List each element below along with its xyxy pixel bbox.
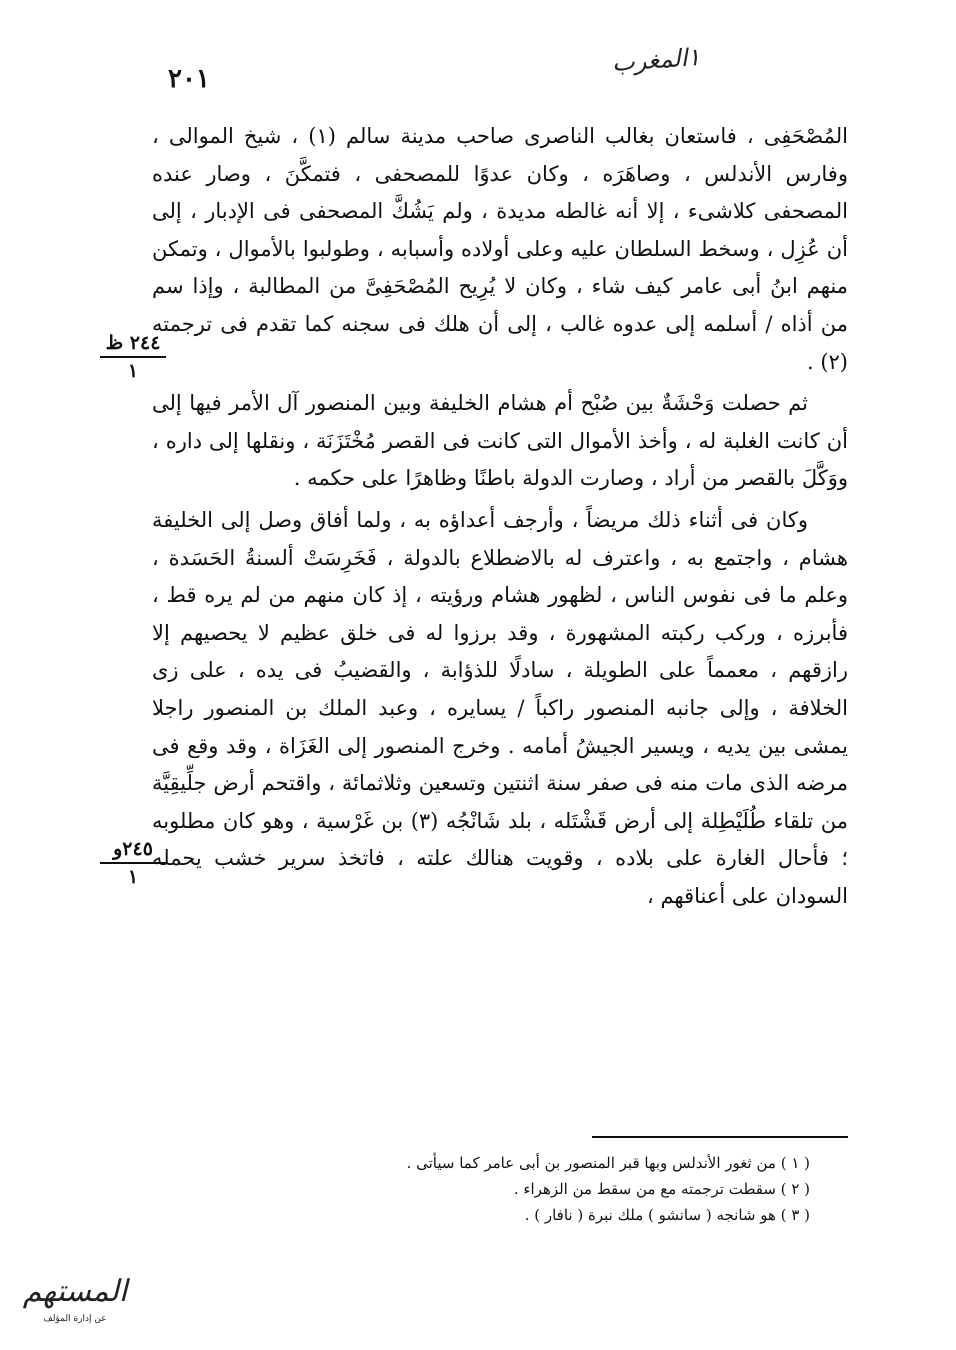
page-number: ٢٠١ (168, 64, 210, 94)
footnote: ( ١ ) من ثغور الأندلس وبها قبر المنصور بن أبى عامر كما سيأتى . (406, 1154, 810, 1172)
footnote-divider (592, 1136, 848, 1138)
paragraph: وكان فى أثناء ذلك مريضاً ، وأرجف أعداؤه به ، ولما أفاق وصل إلى الخليفة هشام ، واجتمع به ، واعترف له بالاضطلاع بالدولة ، فَخَرِسَتْ ألسنةُ الحَسَدة ، وعلم ما فى نفوس الناس ، لظهور هشام ورؤيته ، إذ كان منهم من لم يره قط ، فأبرزه ، وركب ركبته المشهورة ، وقد برزوا له فى خلق عظيم لا يحصيهم إلا رازقهم ، معمماً على الطويلة ، سادلًا للذؤابة ، والقضيبُ فى يده ، على زى الخلافة ، وإلى جانبه المنصور راكباً / يسايره ، وعبد الملك بن المنصور راجلا يمشى بين يديه ، ويسير الجيشُ أمامه . وخرج المنصور إلى الغَزَاة ، وقد وقع فى مرضه الذى مات منه فى صفر سنة اثنتين وتسعين وثلاثمائة ، واقتحم أرض جلِّيقِيَّة من تلقاء طُلَيْطِلة إلى أرض قَشْتَله ، بلد شَانْجُه (٣) بن غَرْسية ، وهو كان مطلوبه ؛ فأحال الغارة على بلاده ، وقويت هنالك علته ، فاتخذ سرير خشب يحمله السودان على أعناقهم ، (152, 507, 849, 908)
publisher-logo-text: المستهم (22, 1274, 128, 1309)
margin-reference-folio: ٢٤٥و (100, 838, 166, 864)
footnotes (300, 1150, 810, 1228)
margin-reference-folio: ٢٤٤ ظ (100, 332, 166, 358)
handwritten-note: ١المغرب (611, 42, 702, 78)
margin-reference-line: ١ (127, 360, 139, 382)
publisher-logo-subtext: عن إدارة المؤلف (43, 1314, 107, 1324)
paragraph: ثم حصلت وَحْشَةٌ بين صُبْح أم هشام الخليفة وبين المنصور آل الأمر فيها إلى أن كانت الغلبة له ، وأخذ الأموال التى كانت فى القصر مُخْتَزَنَة ، ونقلها إلى داره ، ووَكَّلَ بالقصر من أراد ، وصارت الدولة باطنًا وظاهرًا على حكمه . (152, 391, 848, 491)
body-text (152, 118, 848, 915)
footnote: ( ٢ ) سقطت ترجمته مع من سقط من الزهراء . (513, 1180, 810, 1198)
publisher-logo (10, 1270, 140, 1326)
paragraph: المُصْحَفِى ، فاستعان بغالب الناصرى صاحب مدينة سالم (١) ، شيخ الموالى ، وفارس الأندلس ، وصاهَرَه ، وكان عدوًا للمصحفى ، فتمكَّنَ ، وصار عنده المصحفى كلاشىء ، إلا أنه غالطه مديدة ، ولم يَشُكَّ المصحفى فى الإدبار ، إلى أن عُزِل ، وسخط السلطان عليه وعلى أولاده وأسبابه ، وطولبوا بالأموال ، وتمكن منهم ابنُ أبى عامر كيف شاء ، وكان لا يُرِيح المُصْحَفِىَّ من المطالبة ، وإذا سم من أذاه / أسلمه إلى عدوه غالب ، إلى أن هلك فى سجنه كما تقدم فى ترجمته (٢) . (152, 124, 849, 374)
margin-reference-line: ١ (127, 866, 139, 888)
footnote: ( ٣ ) هو شانجه ( سانشو ) ملك نبرة ( نافار ) . (524, 1206, 810, 1224)
